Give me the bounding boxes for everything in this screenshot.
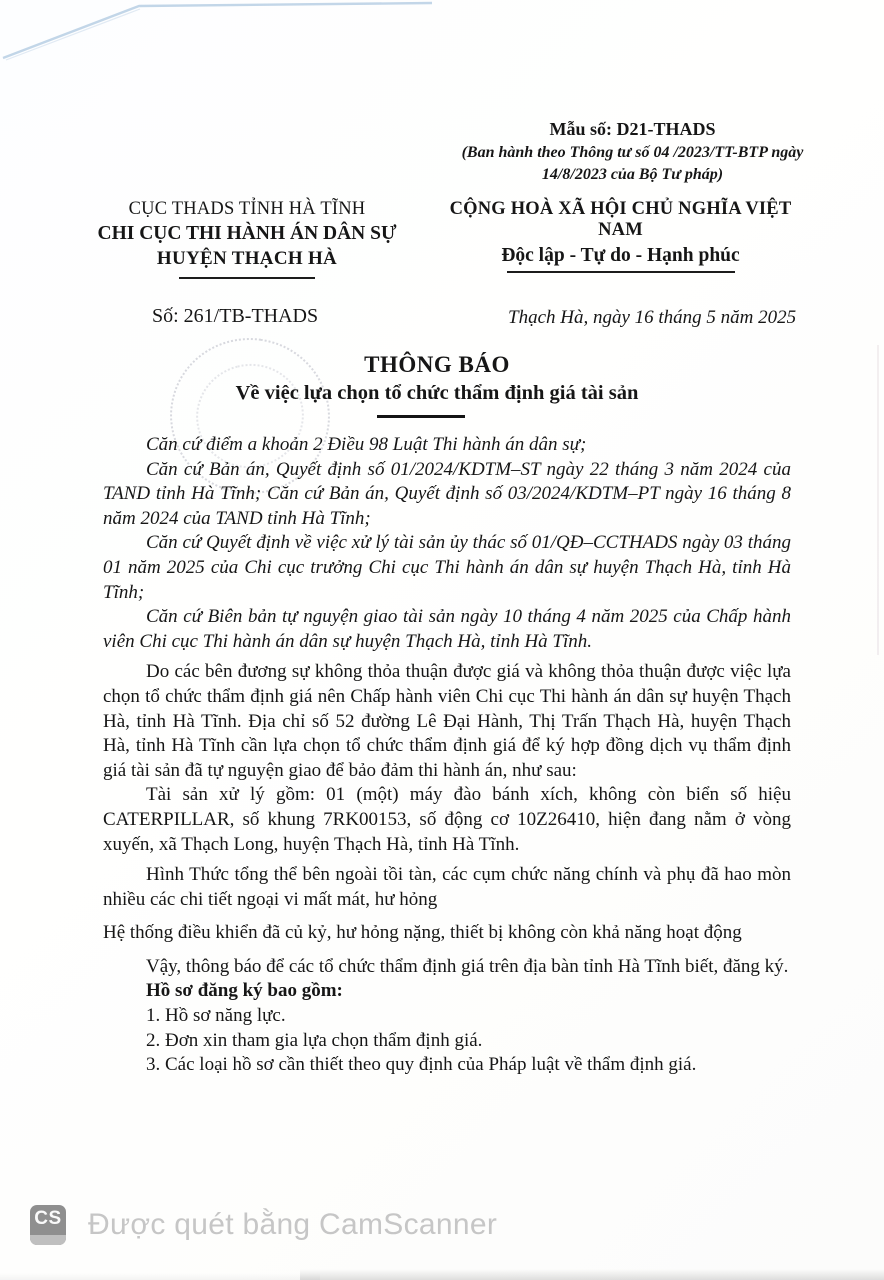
title-underline: [377, 415, 465, 418]
place-and-date: Thạch Hà, ngày 16 tháng 5 năm 2025: [508, 307, 797, 328]
asset-condition-paragraph: Hệ thống điều khiển đã củ kỷ, hư hỏng nặng, thiết bị không còn khả năng hoạt động: [103, 922, 742, 944]
camscanner-watermark-text: Được quét bằng CamScanner: [88, 1208, 498, 1241]
dossier-item: 3. Các loại hồ sơ cần thiết theo quy định của Pháp luật về thẩm định giá.: [146, 1054, 697, 1076]
dossier-heading: Hồ sơ đăng ký bao gồm:: [146, 980, 343, 1002]
legal-basis-paragraph: Căn cứ Biên bản tự nguyện giao tài sản ngày 10 tháng 4 năm 2025 của Chấp hành viên Chi cục Thi hành án dân sự huyện Thạch Hà, tỉnh Hà Tĩnh.: [103, 606, 791, 652]
motto-underline: [507, 271, 735, 273]
camscanner-logo-text: CS: [34, 1208, 62, 1229]
form-number-block: [460, 118, 805, 185]
document-body: [103, 433, 791, 1078]
document-title: THÔNG BÁO: [364, 352, 510, 377]
legal-basis-paragraph: Căn cứ Quyết định về việc xử lý tài sản ủy thác số 01/QĐ–CCTHADS ngày 03 tháng 01 năm 2025 của Chi cục trưởng Chi cục Thi hành án dân sự huyện Thạch Hà, tỉnh Hà Tĩnh;: [103, 532, 791, 603]
scan-bottom-shadow-left: [0, 1273, 320, 1280]
document-title-block: [103, 352, 771, 405]
national-motto-line2: Độc lập - Tự do - Hạnh phúc: [501, 245, 740, 266]
national-motto-line1: CỘNG HOÀ XÃ HỘI CHỦ NGHĨA VIỆT NAM: [449, 199, 792, 240]
page-fold-crease-line: [0, 0, 500, 80]
legal-basis-paragraph: Căn cứ Bản án, Quyết định số 01/2024/KDTM–ST ngày 22 tháng 3 năm 2024 của TAND tỉnh Hà Tĩnh; Căn cứ Bản án, Quyết định số 03/2024/KDTM–PT ngày 16 tháng 8 năm 2024 của TAND tỉnh Hà Tĩnh;: [103, 458, 791, 529]
asset-description-paragraph: Tài sản xử lý gồm: 01 (một) máy đào bánh xích, không còn biển số hiệu CATERPILLAR, số khung 7RK00153, số động cơ 10Z26410, hiện đang nằm ở vòng xuyến, xã Thạch Long, huyện Thạch Hà, tỉnh Hà Tĩnh.: [103, 784, 791, 855]
camscanner-logo-tab: [30, 1235, 66, 1245]
asset-condition-paragraph: Hình Thức tổng thể bên ngoài tồi tàn, các cụm chức năng chính và phụ đã hao mòn nhiều các chi tiết ngoại vi mất mát, hư hỏng: [103, 864, 791, 910]
agency-underline: [179, 277, 315, 279]
scan-bottom-shadow: [300, 1269, 884, 1280]
form-issued-line1: (Ban hành theo Thông tư số 04 /2023/TT-BTP ngày: [461, 143, 804, 161]
legal-basis-paragraph: Căn cứ điểm a khoản 2 Điều 98 Luật Thi hành án dân sự;: [146, 434, 587, 455]
agency-parent-name: CỤC THADS TỈNH HÀ TĨNH: [128, 199, 366, 219]
camscanner-watermark: [30, 1205, 497, 1245]
dossier-item: 1. Hồ sơ năng lực.: [146, 1005, 286, 1027]
national-motto-block: [448, 199, 793, 273]
agency-name: CHI CỤC THI HÀNH ÁN DÂN SỰ: [97, 223, 397, 244]
camscanner-logo-icon: [30, 1205, 66, 1245]
document-subtitle: Về việc lựa chọn tổ chức thẩm định giá tài sản: [235, 382, 639, 404]
notice-paragraph: Vậy, thông báo để các tổ chức thẩm định giá trên địa bàn tỉnh Hà Tĩnh biết, đăng ký.: [146, 955, 789, 977]
agency-district: HUYỆN THẠCH HÀ: [156, 248, 338, 269]
form-issued-line2: 14/8/2023 của Bộ Tư pháp): [541, 165, 724, 183]
scan-edge-artifact: [877, 345, 879, 655]
issuing-agency-block: [92, 199, 402, 279]
form-number: Mẫu số: D21-THADS: [549, 119, 716, 139]
reason-paragraph: Do các bên đương sự không thỏa thuận được giá và không thỏa thuận được việc lựa chọn tổ chức thẩm định giá nên Chấp hành viên Chi cục Thi hành án dân sự huyện Thạch Hà, tỉnh Hà Tĩnh. Địa chỉ số 52 đường Lê Đại Hành, Thị Trấn Thạch Hà, huyện Thạch Hà, tỉnh Hà Tĩnh cần lựa chọn tổ chức thẩm định giá để ký hợp đồng dịch vụ thẩm định giá tài sản đã tự nguyện giao để bảo đảm thi hành án, như sau:: [103, 661, 791, 781]
dossier-item: 2. Đơn xin tham gia lựa chọn thẩm định giá.: [146, 1029, 483, 1051]
document-number: Số: 261/TB-THADS: [152, 305, 319, 327]
